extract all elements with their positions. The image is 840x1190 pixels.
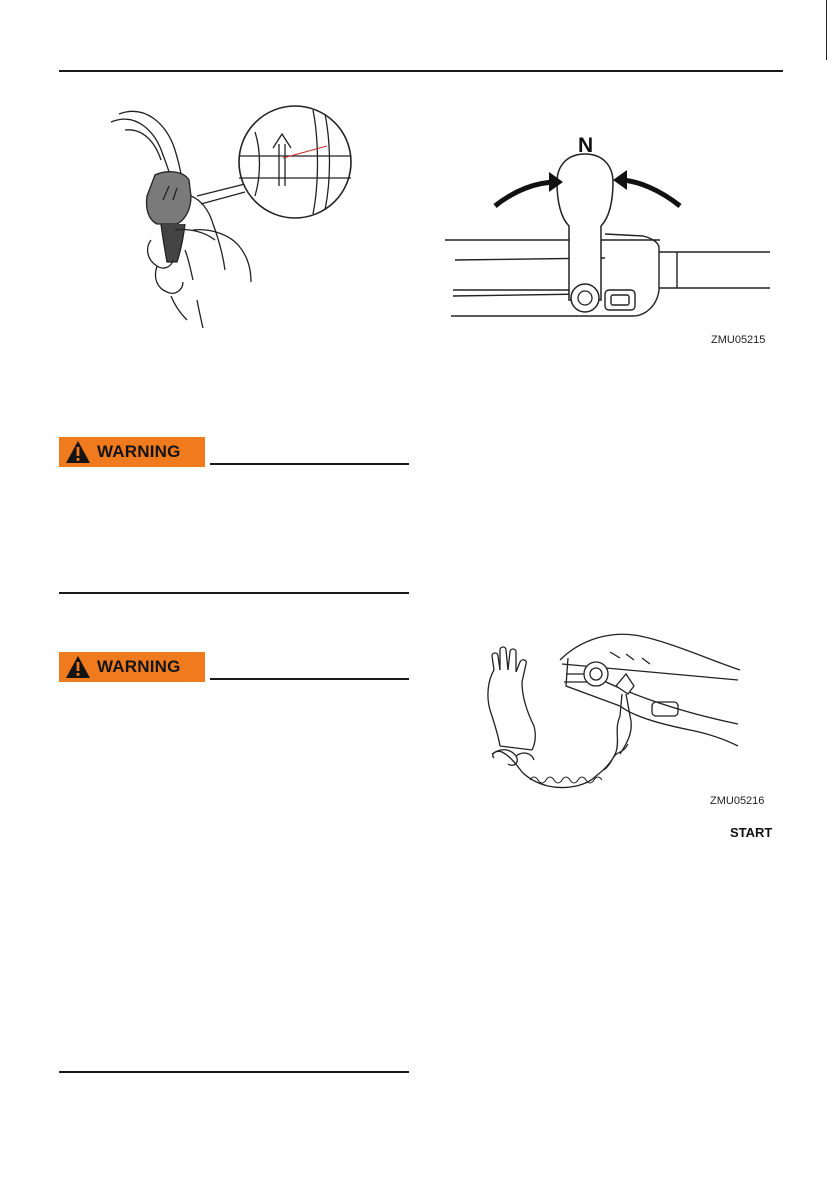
warning-triangle-icon [65,440,91,464]
warning-rule-2 [210,678,409,680]
neutral-shift-figure [445,130,770,330]
header-rule [59,70,783,72]
figure-code-zmu05215: ZMU05215 [711,334,766,346]
warning-label-2: WARNING [97,657,181,676]
warning-end-rule-2 [59,1071,409,1073]
warning-triangle-icon [65,655,91,679]
start-label: START [730,825,773,840]
warning-rule-1 [210,463,409,465]
warning-end-rule-1 [59,592,409,594]
shift-lever-icon [445,130,770,330]
figure-code-zmu05216: ZMU05216 [710,795,765,807]
warning-label-1: WARNING [97,442,181,461]
lanyard-figure [470,630,770,805]
neutral-position-label: N [578,134,594,157]
fuel-hose-primer-bulb-icon [105,100,355,330]
fuel-hose-figure [105,100,355,330]
lanyard-wrist-icon [470,630,770,805]
crop-mark [826,0,827,60]
warning-badge-1 [59,437,205,467]
warning-badge-2 [59,652,205,682]
